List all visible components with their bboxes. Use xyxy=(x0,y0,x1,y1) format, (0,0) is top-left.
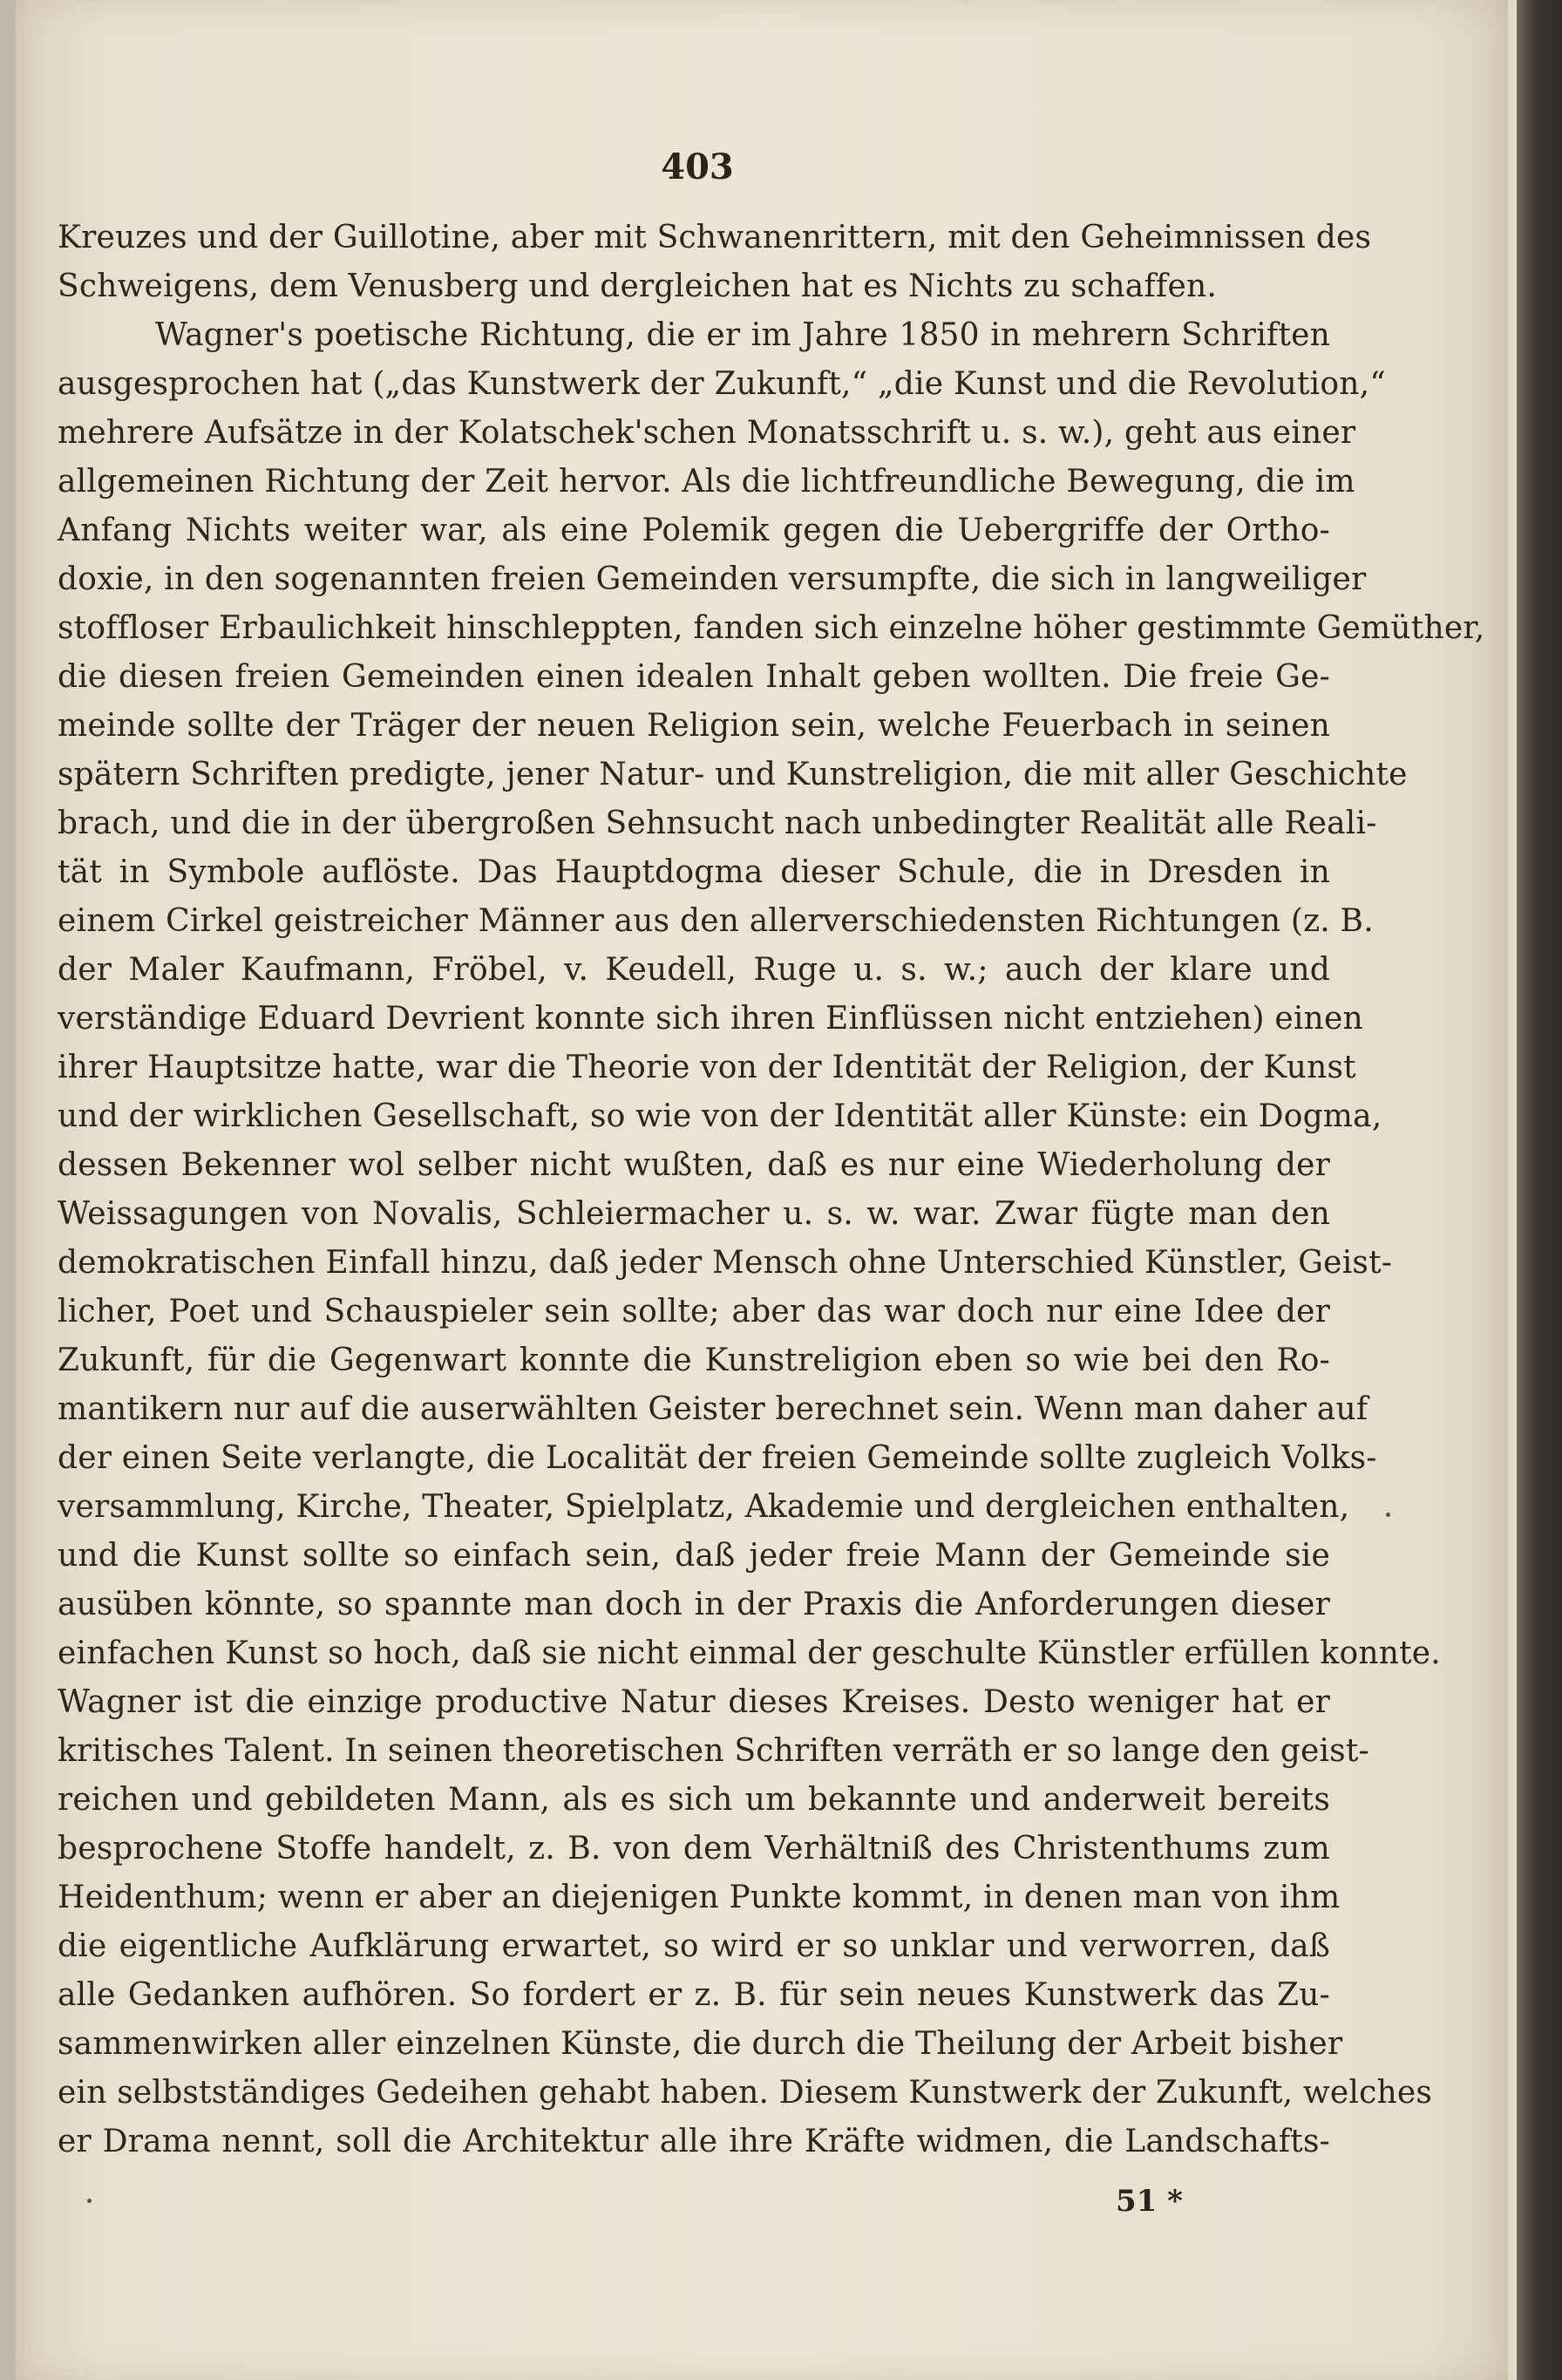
text-line: Kreuzes und der Guillotine, aber mit Schwanenrittern, mit den Geheimnissen des xyxy=(58,220,1372,255)
text-line: sammenwirken aller einzelnen Künste, die durch die Theilung der Arbeit bisher xyxy=(58,2026,1343,2062)
text-line: kritisches Talent. In seinen theoretischen Schriften verräth er so lange den geist- xyxy=(58,1733,1369,1769)
text-line: ein selbstständiges Gedeihen gehabt haben. Diesem Kunstwerk der Zukunft, welches xyxy=(58,2075,1433,2111)
text-line: und die Kunst sollte so einfach sein, daß jeder freie Mann der Gemeinde sie xyxy=(58,1538,1330,1574)
text-line: der einen Seite verlangte, die Localität der freien Gemeinde sollte zugleich Volks- xyxy=(58,1440,1377,1476)
text-line: spätern Schriften predigte, jener Natur- und Kunstreligion, die mit aller Geschichte xyxy=(58,757,1408,792)
text-line: einfachen Kunst so hoch, daß sie nicht einmal der geschulte Künstler erfüllen konnte. xyxy=(58,1635,1441,1671)
text-line: ihrer Hauptsitze hatte, war die Theorie von der Identität der Religion, der Kunst xyxy=(58,1050,1356,1085)
text-line: mehrere Aufsätze in der Kolatschek'schen Monatsschrift u. s. w.), geht aus einer xyxy=(58,415,1356,451)
text-line: er Drama nennt, soll die Architektur alle ihre Kräfte widmen, die Landschafts- xyxy=(58,2124,1330,2159)
text-line: brach, und die in der übergroßen Sehnsucht nach unbedingter Realität alle Reali- xyxy=(58,806,1377,841)
sheet-signature: 51 * xyxy=(1116,2184,1183,2219)
text-line: besprochene Stoffe handelt, z. B. von dem Verhältniß des Christenthums zum xyxy=(58,1831,1330,1867)
text-line: Heidenthum; wenn er aber an diejenigen Punkte kommt, in denen man von ihm xyxy=(58,1880,1341,1915)
body-text xyxy=(58,214,1485,2166)
text-line: die eigentliche Aufklärung erwartet, so wird er so unklar und verworren, daß xyxy=(58,1928,1330,1964)
text-line: und der wirklichen Gesellschaft, so wie von der Identität aller Künste: ein Dogma, xyxy=(58,1098,1382,1134)
scan-dark-margin xyxy=(1517,0,1562,2380)
text-line: dessen Bekenner wol selber nicht wußten, daß es nur eine Wiederholung der xyxy=(58,1147,1330,1183)
text-line: licher, Poet und Schauspieler sein sollte; aber das war doch nur eine Idee der xyxy=(58,1294,1330,1329)
text-line: Weissagungen von Novalis, Schleiermacher u. s. w. war. Zwar fügte man den xyxy=(58,1196,1330,1232)
text-line: meinde sollte der Träger der neuen Religion sein, welche Feuerbach in seinen xyxy=(58,708,1330,744)
text-line: die diesen freien Gemeinden einen idealen Inhalt geben wollten. Die freie Ge- xyxy=(58,659,1330,695)
text-line: Wagner ist die einzige productive Natur dieses Kreises. Desto weniger hat er xyxy=(58,1684,1330,1720)
page-edge xyxy=(1508,0,1517,2380)
text-line: einem Cirkel geistreicher Männer aus den allerverschiedensten Richtungen (z. B. xyxy=(58,903,1374,939)
text-line: alle Gedanken aufhören. So fordert er z. B. für sein neues Kunstwerk das Zu- xyxy=(58,1977,1330,2013)
text-line: verständige Eduard Devrient konnte sich ihren Einflüssen nicht entziehen) einen xyxy=(58,1001,1363,1037)
text-line: allgemeinen Richtung der Zeit hervor. Als die lichtfreundliche Bewegung, die im xyxy=(58,464,1355,500)
text-line: Schweigens, dem Venusberg und dergleichen hat es Nichts zu schaffen. xyxy=(58,269,1218,304)
text-line: mantikern nur auf die auserwählten Geister berechnet sein. Wenn man daher auf xyxy=(58,1391,1368,1427)
text-line: versammlung, Kirche, Theater, Spielplatz, Akademie und dergleichen enthalten, xyxy=(58,1489,1350,1525)
text-line: Anfang Nichts weiter war, als eine Polemik gegen die Uebergriffe der Ortho- xyxy=(58,513,1330,548)
text-line: doxie, in den sogenannten freien Gemeinden versumpfte, die sich in langweiliger xyxy=(58,561,1367,597)
text-line: Zukunft, für die Gegenwart konnte die Kunstreligion eben so wie bei den Ro- xyxy=(58,1343,1330,1378)
page-number: 403 xyxy=(661,146,734,187)
text-line: tät in Symbole auflöste. Das Hauptdogma dieser Schule, die in Dresden in xyxy=(58,854,1330,890)
margin-speck xyxy=(87,2199,92,2203)
text-line: der Maler Kaufmann, Fröbel, v. Keudell, Ruge u. s. w.; auch der klare und xyxy=(58,952,1330,988)
text-line: ausüben könnte, so spannte man doch in der Praxis die Anforderungen dieser xyxy=(58,1587,1330,1622)
text-line: reichen und gebildeten Mann, als es sich um bekannte und anderweit bereits xyxy=(58,1782,1330,1818)
text-line: ausgesprochen hat („das Kunstwerk der Zukunft,“ „die Kunst und die Revolution,“ xyxy=(58,366,1386,402)
text-line: demokratischen Einfall hinzu, daß jeder Mensch ohne Unterschied Künstler, Geist- xyxy=(58,1245,1393,1281)
margin-speck xyxy=(1386,1513,1390,1517)
text-line: stoffloser Erbaulichkeit hinschleppten, fanden sich einzelne höher gestimmte Gemüther, xyxy=(58,610,1485,646)
text-line: Wagner's poetische Richtung, die er im Jahre 1850 in mehrern Schriften xyxy=(155,317,1330,353)
